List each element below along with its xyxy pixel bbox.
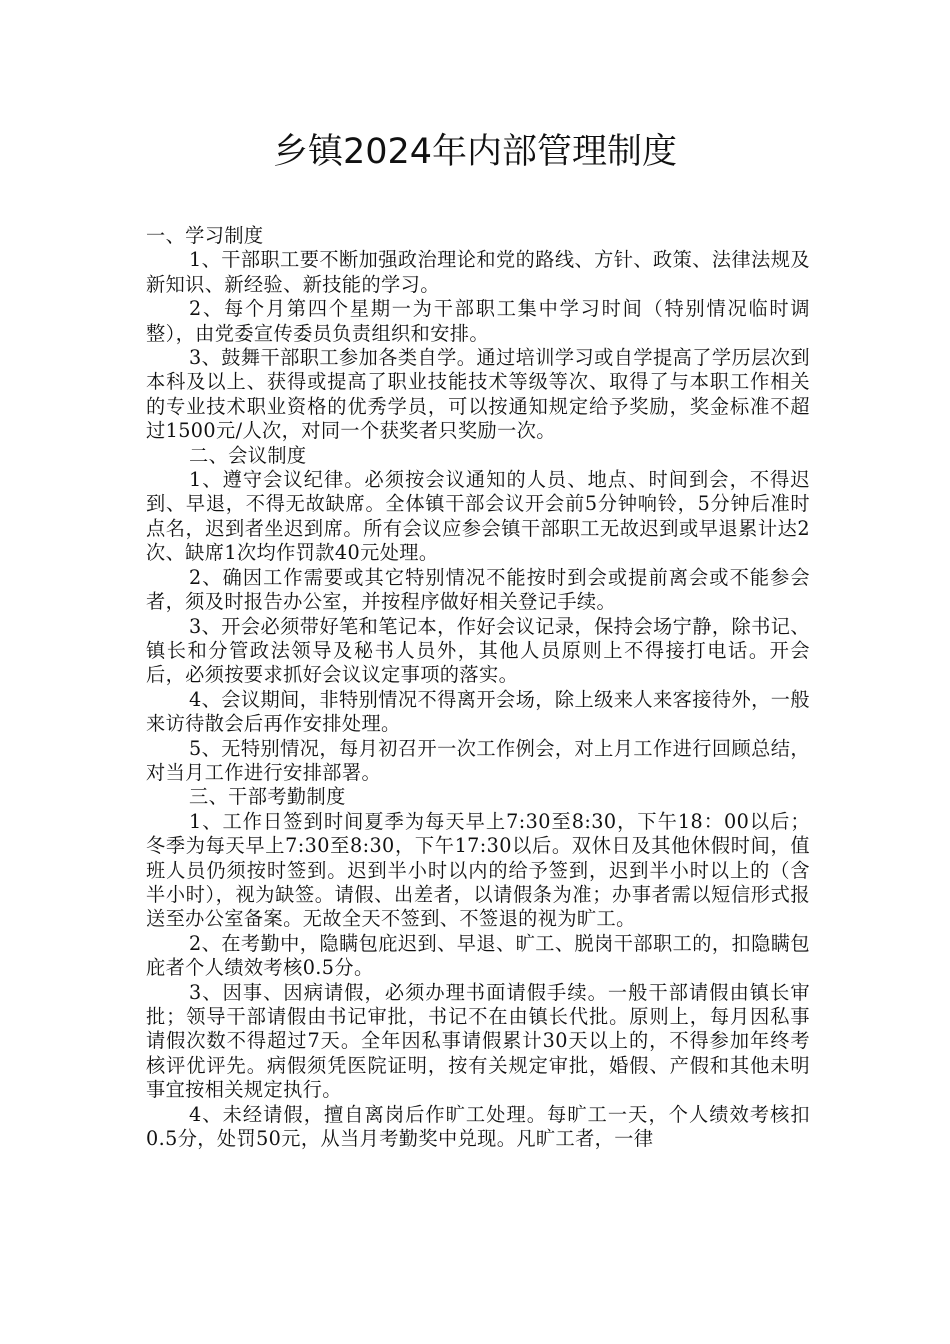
paragraph: 5、无特别情况，每月初召开一次工作例会，对上月工作进行回顾总结，对当月工作进行安排部署。 bbox=[146, 736, 810, 784]
paragraph: 3、因事、因病请假，必须办理书面请假手续。一般干部请假由镇长审批；领导干部请假由书记审批，书记不在由镇长代批。原则上，每月因私事请假次数不得超过7天。全年因私事请假累计30天以上的，不得参加年终考核评优评先。病假须凭医院证明，按有关规定审批，婚假、产假和其他未明事宜按相关规定执行。 bbox=[146, 980, 810, 1102]
paragraph: 2、确因工作需要或其它特别情况不能按时到会或提前离会或不能参会者，须及时报告办公室，并按程序做好相关登记手续。 bbox=[146, 565, 810, 614]
paragraph: 1、工作日签到时间夏季为每天早上7:30至8:30，下午18：00以后；冬季为每天早上7:30至8:30，下午17:30以后。双休日及其他休假时间，值班人员仍须按时签到。迟到半小时以内的给予签到，迟到半小时以上的（含半小时），视为缺签。请假、出差者，以请假条为准；办事者需以短信形式报送至办公室备案。无故全天不签到、不签退的视为旷工。 bbox=[146, 809, 810, 931]
document-title: 乡镇2024年内部管理制度 bbox=[272, 132, 678, 172]
paragraph: 4、会议期间，非特别情况不得离开会场，除上级来人来客接待外，一般来访待散会后再作安排处理。 bbox=[146, 687, 810, 736]
paragraph: 1、干部职工要不断加强政治理论和党的路线、方针、政策、法律法规及新知识、新经验、新技能的学习。 bbox=[146, 248, 810, 296]
section-heading-meeting: 二、会议制度 bbox=[189, 443, 307, 467]
paragraph: 1、遵守会议纪律。必须按会议通知的人员、地点、时间到会，不得迟到、早退，不得无故缺席。全体镇干部会议开会前5分钟响铃，5分钟后准时点名，迟到者坐迟到席。所有会议应参会镇干部职工无故迟到或早退累计达2次、缺席1次均作罚款40元处理。 bbox=[146, 468, 810, 565]
document-body bbox=[146, 224, 810, 1151]
paragraph: 3、开会必须带好笔和笔记本，作好会议记录，保持会场宁静，除书记、镇长和分管政法领导及秘书人员外，其他人员原则上不得接打电话。开会后，必须按要求抓好会议议定事项的落实。 bbox=[146, 614, 810, 687]
paragraph: 2、在考勤中，隐瞒包庇迟到、早退、旷工、脱岗干部职工的，扣隐瞒包庇者个人绩效考核0.5分。 bbox=[146, 931, 810, 980]
paragraph: 2、每个月第四个星期一为干部职工集中学习时间（特别情况临时调整），由党委宣传委员负责组织和安排。 bbox=[146, 297, 810, 345]
paragraph: 3、鼓舞干部职工参加各类自学。通过培训学习或自学提高了学历层次到本科及以上、获得或提高了职业技能技术等级等次、取得了与本职工作相关的专业技术职业资格的优秀学员，可以按通知规定给予奖励，奖金标准不超过1500元/人次，对同一个获奖者只奖励一次。 bbox=[146, 346, 810, 443]
section-heading-study: 一、学习制度 bbox=[146, 224, 264, 247]
section-heading-attendance: 三、干部考勤制度 bbox=[189, 785, 346, 809]
paragraph: 4、未经请假，擅自离岗后作旷工处理。每旷工一天，个人绩效考核扣0.5分，处罚50元，从当月考勤奖中兑现。凡旷工者，一律 bbox=[146, 1102, 810, 1151]
